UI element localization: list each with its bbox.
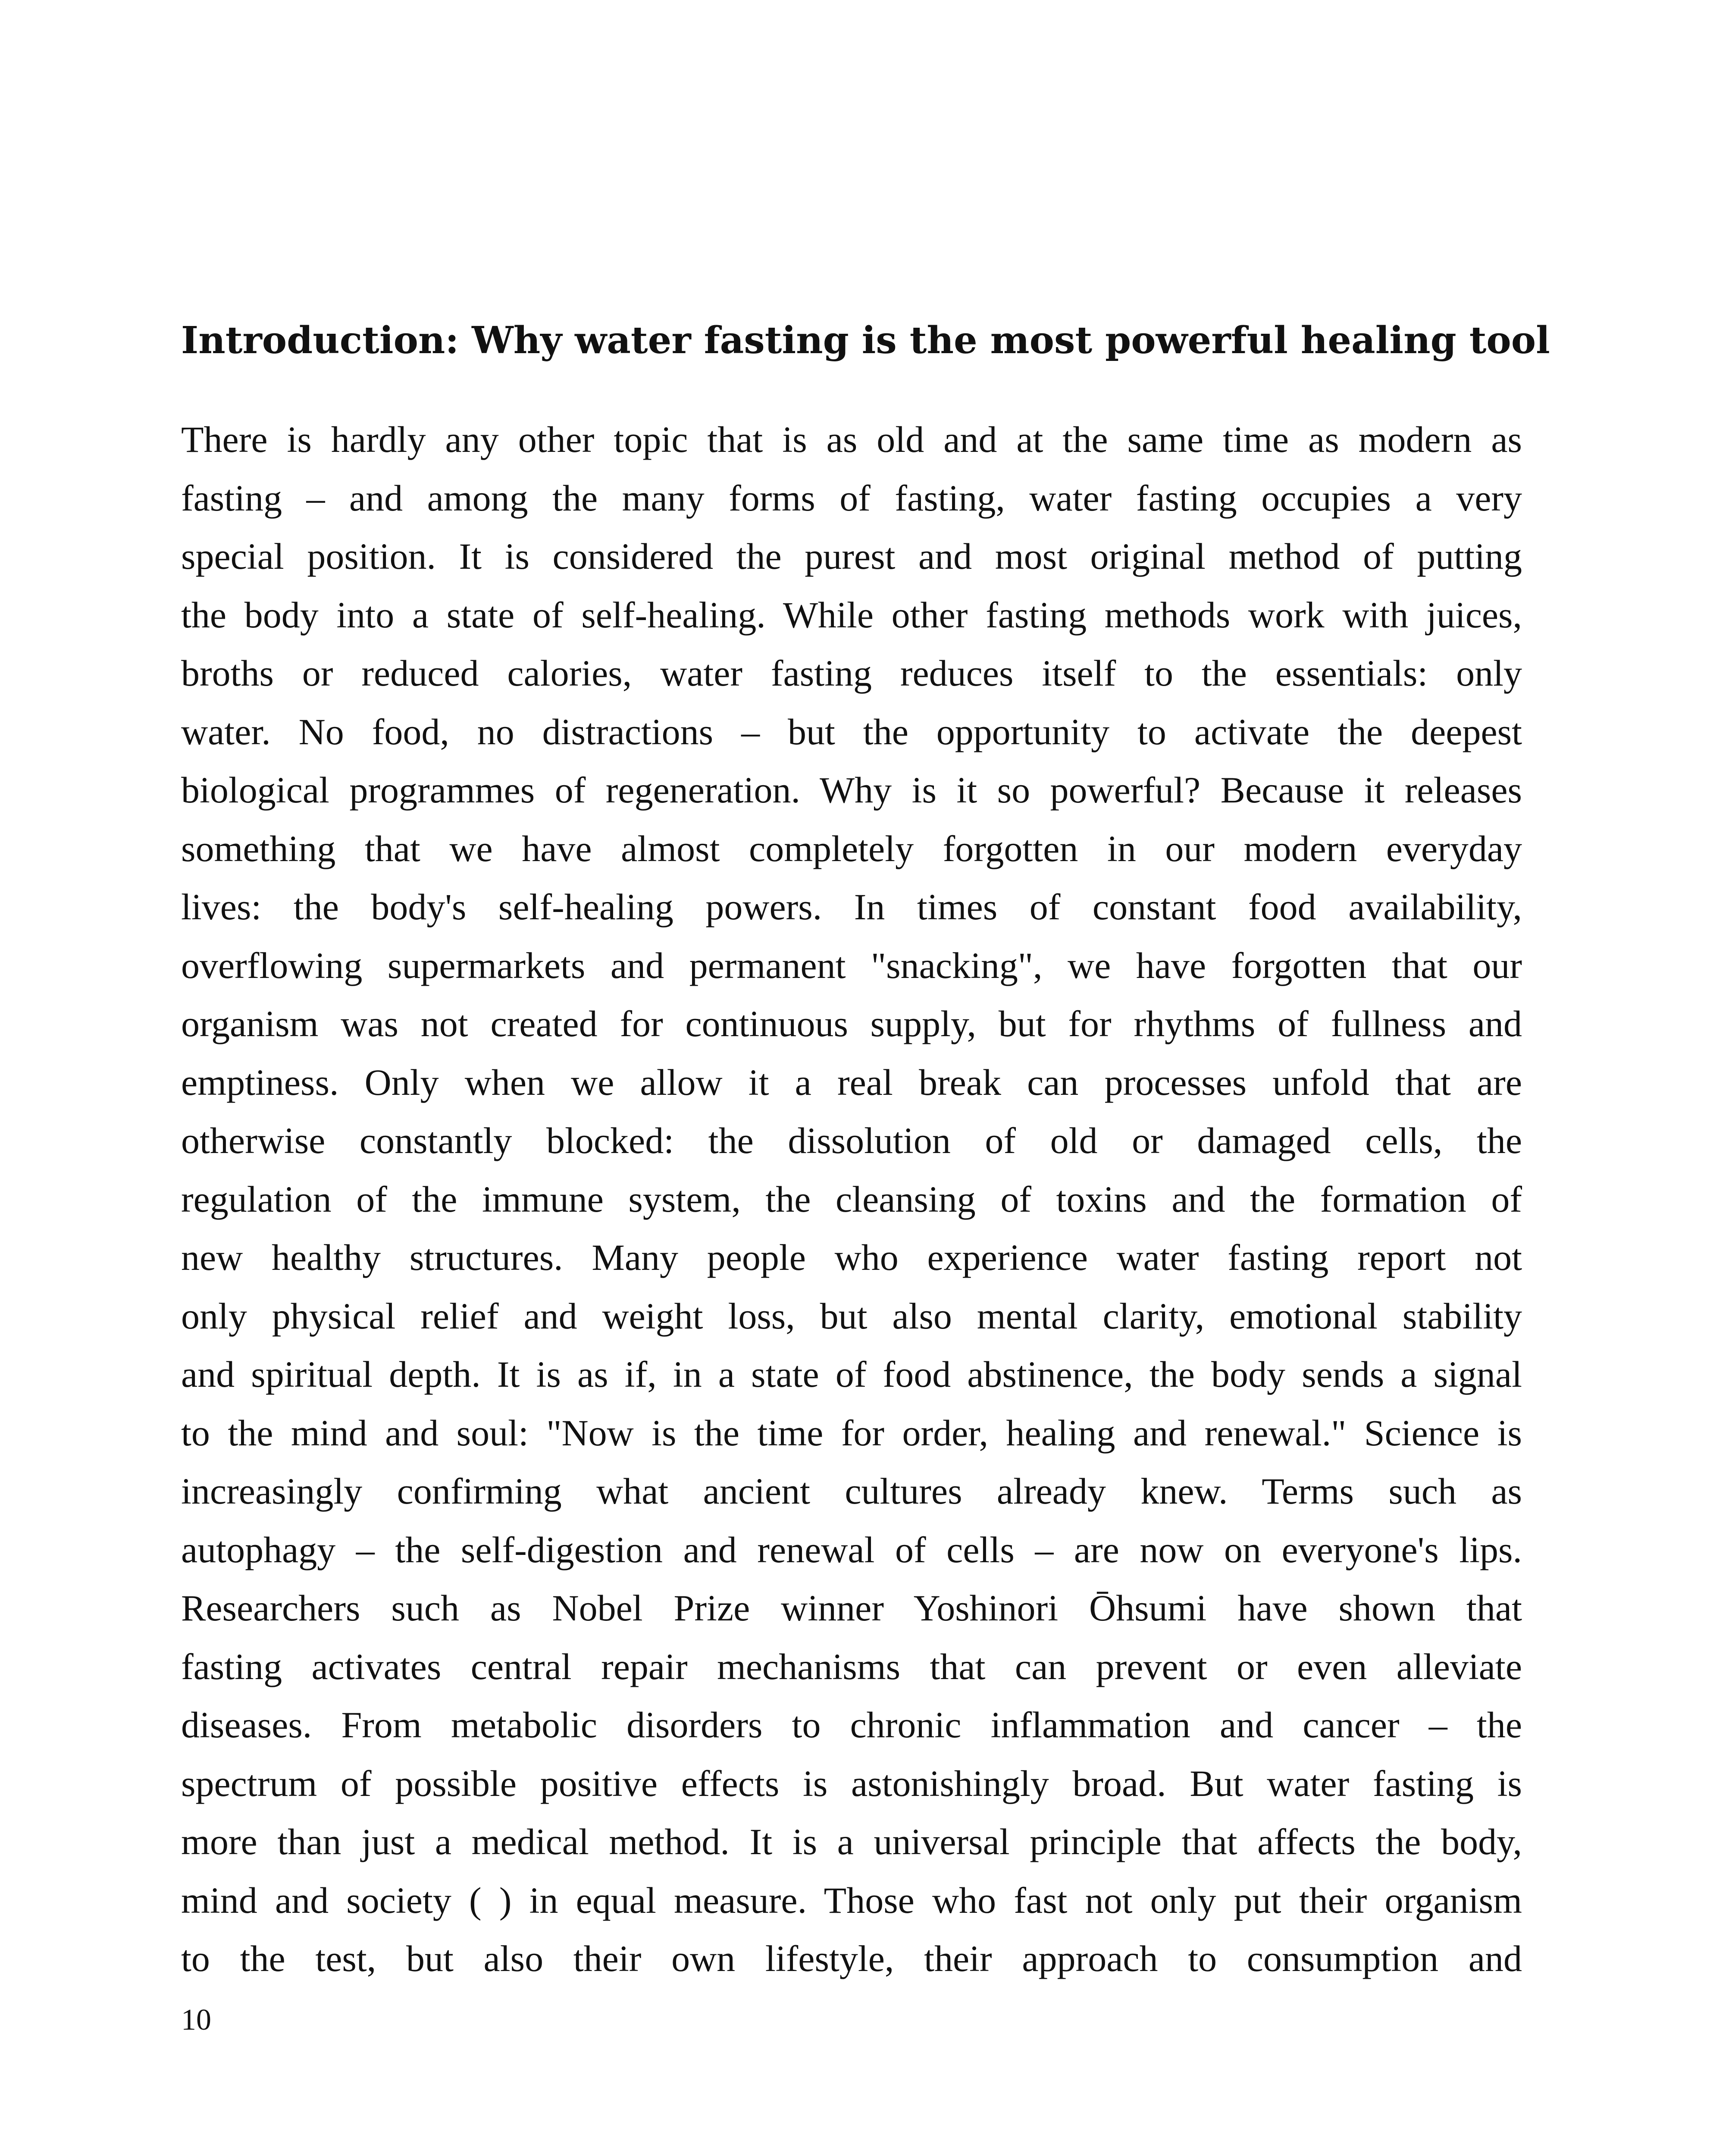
- text-line: to the test, but also their own lifestyle, their approach to consumption and: [181, 1938, 1522, 1979]
- text-line: Researchers such as Nobel Prize winner Yoshinori Ōhsumi have shown that: [181, 1587, 1522, 1629]
- text-line: organism was not created for continuous supply, but for rhythms of fullness and: [181, 1003, 1522, 1044]
- text-line: to the mind and soul: "Now is the time for order, healing and renewal." Science is: [181, 1412, 1522, 1454]
- chapter-heading: Introduction: Why water fasting is the most powerful healing tool: [181, 319, 1550, 362]
- text-line: only physical relief and weight loss, but also mental clarity, emotional stability: [181, 1295, 1522, 1337]
- text-line: special position. It is considered the purest and most original method of putting: [181, 536, 1522, 577]
- text-line: diseases. From metabolic disorders to chronic inflammation and cancer – the: [181, 1704, 1522, 1745]
- text-line: overflowing supermarkets and permanent "snacking", we have forgotten that our: [181, 944, 1522, 986]
- text-line: lives: the body's self-healing powers. In times of constant food availability,: [181, 886, 1522, 928]
- text-line: more than just a medical method. It is a universal principle that affects the body,: [181, 1821, 1522, 1862]
- page-number: 10: [181, 2003, 211, 2037]
- text-line: the body into a state of self-healing. While other fasting methods work with juices,: [181, 594, 1522, 636]
- text-line: new healthy structures. Many people who experience water fasting report not: [181, 1237, 1522, 1278]
- text-line: otherwise constantly blocked: the dissolution of old or damaged cells, the: [181, 1120, 1522, 1161]
- text-line: fasting activates central repair mechanisms that can prevent or even alleviate: [181, 1645, 1522, 1687]
- text-line: emptiness. Only when we allow it a real break can processes unfold that are: [181, 1061, 1522, 1103]
- text-line: broths or reduced calories, water fasting reduces itself to the essentials: only: [181, 652, 1522, 694]
- text-line: regulation of the immune system, the cleansing of toxins and the formation of: [181, 1178, 1522, 1220]
- text-line: increasingly confirming what ancient cultures already knew. Terms such as: [181, 1470, 1522, 1512]
- body-paragraph: [181, 411, 1522, 1988]
- text-line: something that we have almost completely forgotten in our modern everyday: [181, 827, 1522, 869]
- text-line: fasting – and among the many forms of fasting, water fasting occupies a very: [181, 477, 1522, 519]
- text-line: and spiritual depth. It is as if, in a state of food abstinence, the body sends a signal: [181, 1354, 1522, 1395]
- text-line: water. No food, no distractions – but the opportunity to activate the deepest: [181, 711, 1522, 752]
- text-line: mind and society ( ) in equal measure. Those who fast not only put their organism: [181, 1879, 1522, 1921]
- text-line: spectrum of possible positive effects is astonishingly broad. But water fasting is: [181, 1762, 1522, 1804]
- text-line: biological programmes of regeneration. Why is it so powerful? Because it releases: [181, 769, 1522, 811]
- text-line: autophagy – the self-digestion and renewal of cells – are now on everyone's lips.: [181, 1529, 1522, 1570]
- text-line: There is hardly any other topic that is as old and at the same time as modern as: [181, 419, 1522, 460]
